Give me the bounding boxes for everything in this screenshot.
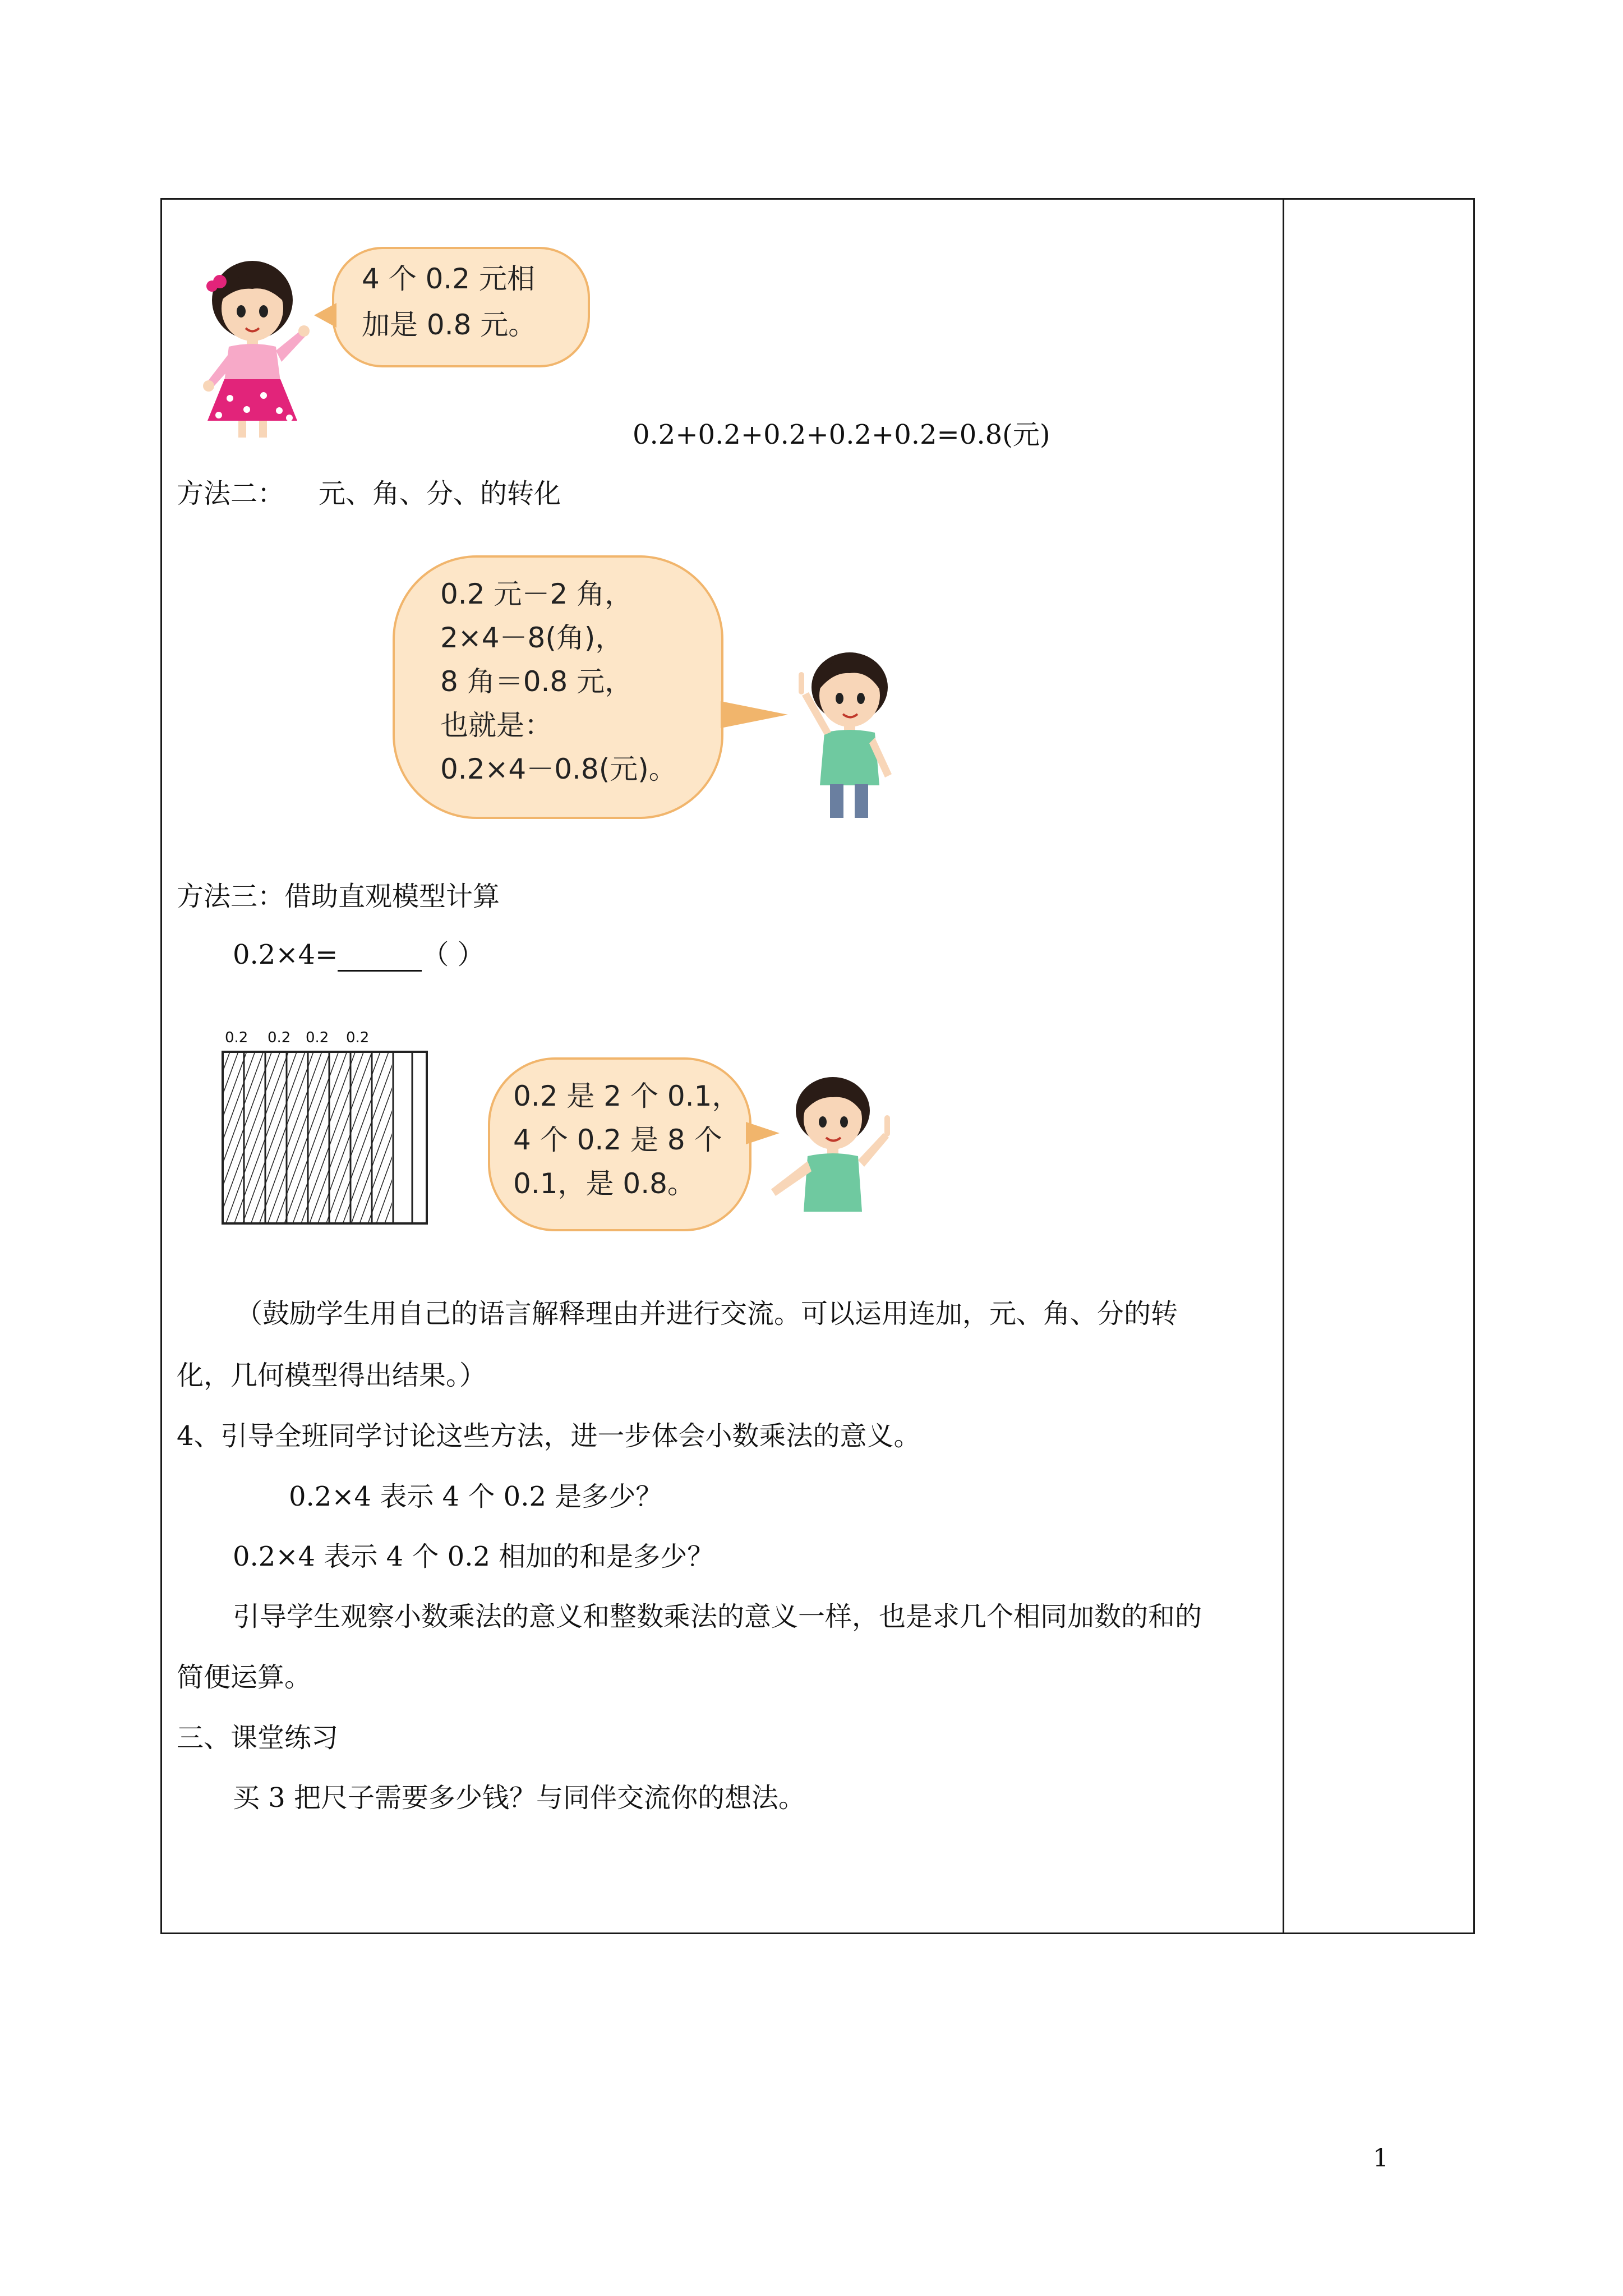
- method3-expression-row: [233, 938, 485, 972]
- girl-bubble-line1: 4 个 0.2 元相: [362, 263, 536, 295]
- guide-line2: 简便运算。: [177, 1662, 312, 1693]
- method3-title: 方法三：借助直观模型计算: [177, 881, 500, 912]
- boy-bubble-1-line3: 8 角＝0.8 元，: [440, 665, 633, 698]
- addition-equation: 0.2+0.2+0.2+0.2+0.2=0.8(元): [633, 419, 1050, 450]
- question-2: 0.2×4 表示 4 个 0.2 相加的和是多少？: [233, 1541, 714, 1572]
- boy-bubble-1-line4: 也就是：: [440, 709, 552, 742]
- decimal-model: [222, 1029, 429, 1226]
- exercise-text: 买 3 把尺子需要多少钱？与同伴交流你的想法。: [233, 1782, 806, 1814]
- boy-bubble-1-line5: 0.2×4－0.8(元)。: [440, 753, 677, 785]
- answer-blank: [338, 945, 422, 972]
- boy-illustration-1: [785, 639, 914, 825]
- method2-title: 元、角、分、的转化: [319, 478, 561, 509]
- model-label-4: 0.2: [346, 1029, 370, 1046]
- method2-label: 方法二：: [177, 478, 285, 509]
- question-1: 0.2×4 表示 4 个 0.2 是多少？: [289, 1481, 663, 1512]
- encourage-line2: 化，几何模型得出结果。）: [177, 1360, 487, 1391]
- boy-bubble-2-line2: 4 个 0.2 是 8 个: [513, 1124, 722, 1156]
- boy-bubble-1-line2: 2×4－8(角)，: [440, 622, 624, 654]
- boy-bubble-1-tail: [721, 701, 788, 728]
- page-number: 1: [1373, 2144, 1389, 2173]
- boy-bubble-2-line1: 0.2 是 2 个 0.1，: [513, 1080, 740, 1112]
- model-grid: [222, 1051, 429, 1226]
- method3-paren: （ ）: [422, 939, 485, 970]
- girl-bubble-line2: 加是 0.8 元。: [362, 309, 537, 341]
- girl-bubble-tail: [314, 303, 336, 328]
- method3-expression: 0.2×4=: [233, 939, 338, 970]
- model-label-3: 0.2: [306, 1029, 329, 1046]
- girl-illustration: [185, 252, 331, 443]
- boy-bubble-1-line1: 0.2 元－2 角，: [440, 578, 633, 610]
- step4-heading: 4、引导全班同学讨论这些方法，进一步体会小数乘法的意义。: [177, 1420, 921, 1452]
- guide-line1: 引导学生观察小数乘法的意义和整数乘法的意义一样，也是求几个相同加数的和的: [233, 1601, 1202, 1632]
- table-column-divider: [1283, 198, 1284, 1934]
- model-label-1: 0.2: [225, 1029, 248, 1046]
- boy-bubble-2-line3: 0.1，是 0.8。: [513, 1167, 695, 1200]
- model-label-2: 0.2: [268, 1029, 291, 1046]
- boy-illustration-2: [754, 1066, 906, 1234]
- section3-heading: 三、课堂练习: [177, 1722, 339, 1754]
- encourage-line1: （鼓励学生用自己的语言解释理由并进行交流。可以运用连加，元、角、分的转: [236, 1298, 1178, 1329]
